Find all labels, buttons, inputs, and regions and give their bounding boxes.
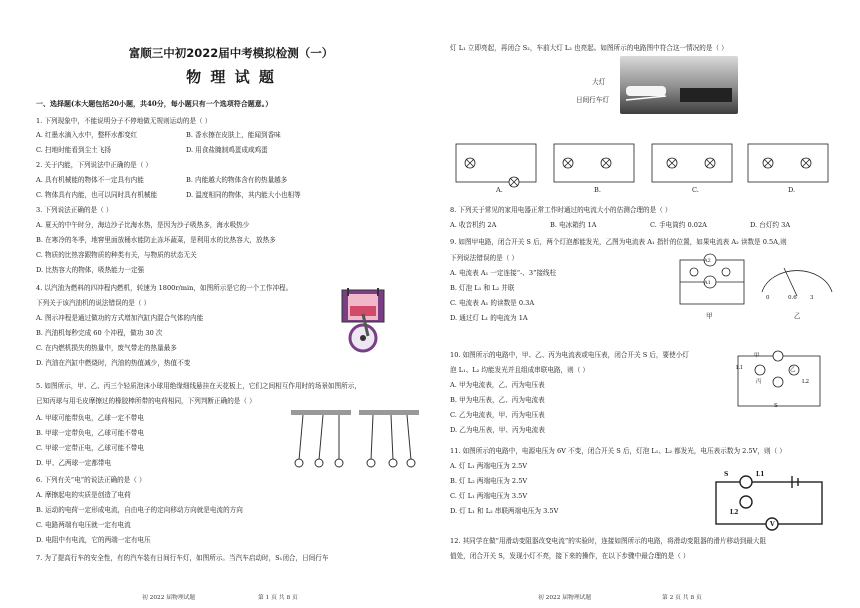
- q7-circuit-diagrams: [450, 136, 840, 194]
- right-line: A. 灯 L₁ 两端电压为 2.5V: [450, 462, 528, 470]
- q10-l2-label: L2: [802, 379, 810, 385]
- footer-right-page: 第 2 页 共 8 页: [662, 595, 702, 601]
- charged-balls-diagram: [289, 408, 421, 472]
- right-line: 11. 如图所示的电路中，电源电压为 6V 不变，闭合开关 S 后，灯泡 L₁、L₂ 都发光，电压表示数为 2.5V，则（ ）: [450, 447, 786, 455]
- q8-option-d: D. 台灯约 3A: [750, 221, 791, 229]
- q10-s-label: S: [774, 403, 778, 409]
- q7-option-c-label: C.: [692, 186, 699, 194]
- left-line: C. 物体具有内能，也可以同时具有机械能: [36, 191, 158, 199]
- q10-l1-label: L1: [736, 365, 744, 371]
- right-line: C. 电流表 A₁ 的读数是 0.3A: [450, 299, 535, 307]
- q9-jia-label: 甲: [706, 312, 713, 320]
- q10-jia-label: 甲: [754, 353, 760, 359]
- left-line: B. 汽油机每秒完成 60 个冲程，做功 30 次: [36, 329, 163, 337]
- right-line: 泡 L₁、L₂ 均能发光并且组成串联电路，则（ ）: [450, 366, 590, 374]
- q9-circuit-diagram: [676, 252, 748, 312]
- left-line: D. 用食盐腌制鸡蛋成咸鸡蛋: [186, 146, 268, 154]
- left-line: 2. 关于内能，下列说法中正确的是（ ）: [36, 161, 152, 169]
- left-line: B. 运动的电荷一定形成电流，自由电子的定向移动方向就是电流的方向: [36, 506, 243, 514]
- left-line: A. 具有机械能的物体不一定具有内能: [36, 176, 144, 184]
- left-line: D. 汽油在汽缸中燃烧时，汽油的热值减少，热值不变: [36, 359, 191, 367]
- q11-s-label: S: [724, 471, 729, 478]
- footer-left: 初 2022 届物理试题: [142, 595, 196, 601]
- left-line: 下列关于该汽油机的说法错误的是（ ）: [36, 299, 151, 307]
- q9-scale-0: 0: [766, 295, 770, 301]
- q7-option-d-label: D.: [788, 186, 796, 194]
- right-line: C. 灯 L₁ 两端电压为 3.5V: [450, 492, 528, 500]
- right-line: B. 灯 L₂ 两端电压为 2.5V: [450, 477, 528, 485]
- car-photo: [620, 56, 738, 114]
- q11-v-label: V: [770, 521, 775, 528]
- right-line: A. 甲为电流表，乙、丙为电压表: [450, 381, 545, 389]
- left-line: 已知丙球与用毛皮摩擦过的橡胶棒所带的电荷相同，下列判断正确的是（ ）: [36, 397, 256, 405]
- left-line: C. 甲球一定带正电，乙球可能不带电: [36, 444, 144, 452]
- right-line: 8. 下列关于常见的家用电器正常工作时通过的电流大小的估测合理的是（ ）: [450, 206, 672, 214]
- q9-yi-label: 乙: [794, 312, 801, 320]
- left-line: 1. 下列现象中，不能说明分子不停地做无规则运动的是（ ）: [36, 117, 212, 125]
- right-line: B. 甲为电压表，乙、丙为电流表: [450, 396, 545, 404]
- q11-l1-label: L1: [756, 471, 765, 478]
- left-line: B. 甲球一定带负电，乙球可能不带电: [36, 429, 144, 437]
- right-line: 灯 L₁ 立即亮起，再闭合 S₂，车前大灯 L₂ 也亮起。如图所示的电路图中符合这一情况的是（ ）: [450, 44, 728, 52]
- right-line: D. 灯 L₁ 和 L₂ 串联两端电压为 3.5V: [450, 507, 559, 515]
- left-line: D. 温度相同的物体，其内能大小也相等: [186, 191, 301, 199]
- left-line: D. 电阻中有电流，它的两端一定有电压: [36, 536, 151, 544]
- q8-option-a: A. 收音机约 2A: [450, 221, 497, 229]
- q11-l2-label: L2: [730, 509, 739, 516]
- left-line: B. 内能越大的物体含有的热量越多: [186, 176, 288, 184]
- left-line: C. 电路两端有电压就一定有电流: [36, 521, 131, 529]
- q10-bing-label: 丙: [756, 379, 762, 385]
- q9-scale-0-6: 0.6: [788, 295, 797, 301]
- left-line: C. 扫地时能看到尘土飞扬: [36, 146, 111, 154]
- right-line: C. 乙为电流表，甲、丙为电压表: [450, 411, 545, 419]
- left-line: B. 在寒冷的冬季，地窖里面放桶水能防止冻坏蔬菜，是利用水的比热容大，放热多: [36, 236, 276, 244]
- car-headlight-graphic: [620, 56, 738, 114]
- left-line: 6. 下列有关“电”的说法正确的是（ ）: [36, 476, 146, 484]
- left-line: A. 红墨水滴入水中，整杯水都变红: [36, 131, 138, 139]
- left-line: A. 甲球可能带负电，乙球一定不带电: [36, 414, 144, 422]
- right-line: 值处，闭合开关 S，发现小灯不亮，接下来的操作，在以下步骤中最合理的是（ ）: [450, 552, 690, 560]
- q10-yi-label: 乙: [790, 367, 796, 373]
- big-light-label: 大灯: [592, 78, 606, 86]
- left-line: D. 比热容大的物体，吸热能力一定强: [36, 266, 145, 274]
- right-column: [450, 0, 850, 608]
- left-line: A. 夏天的中午时分，海边沙子比海水热，是因为沙子吸热多，海水吸热少: [36, 221, 250, 229]
- right-line: B. 灯泡 L₁ 和 L₂ 并联: [450, 284, 515, 292]
- right-line: D. 乙为电压表，甲、丙为电流表: [450, 426, 545, 434]
- subject-title: 物 理 试 题: [186, 68, 276, 86]
- footer-right: 初 2022 届物理试题: [538, 595, 592, 601]
- left-line: C. 在内燃机损失的热量中，废气带走的热量最多: [36, 344, 177, 352]
- q9-a1-label: A1: [704, 280, 711, 286]
- left-line: 7. 为了提高行车的安全性，有的汽车装有日间行车灯，如图所示。当汽车启动时，S₁闭合，日间行车: [36, 554, 329, 562]
- right-line: 下列说法错误的是（ ）: [450, 254, 519, 262]
- left-column: [36, 0, 426, 608]
- q7-option-b-label: B.: [594, 186, 601, 194]
- day-light-label: 日间行车灯: [576, 96, 609, 104]
- q8-option-b: B. 电冰箱约 1A: [550, 221, 597, 229]
- school-title: 富顺三中初2022届中考模拟检测（一）: [128, 46, 334, 60]
- right-line: D. 通过灯 L₁ 的电流为 1A: [450, 314, 528, 322]
- left-line: A. 摩擦起电的实质是创造了电荷: [36, 491, 131, 499]
- left-line: 3. 下列说法正确的是（ ）: [36, 206, 113, 214]
- right-line: 12. 其同学在做“用滑动变阻器改变电流”的实验时，连接如图所示的电路，将滑动变阻器的滑片移动到最大阻: [450, 537, 767, 545]
- engine-diagram: [332, 284, 394, 354]
- section-heading: 一、选择题(本大题包括20小题，共40分，每小题只有一个选项符合题意。）: [36, 99, 273, 108]
- left-line: B. 香水擦在皮肤上，能闻到香味: [186, 131, 281, 139]
- q9-scale-3: 3: [810, 295, 814, 301]
- q9-a2-label: A2: [704, 258, 711, 264]
- right-line: A. 电流表 A₁ 一定连接“-、3”接线柱: [450, 269, 557, 277]
- right-line: 9. 如图甲电路，闭合开关 S 后，两个灯泡都能发光，乙图为电流表 A₁ 指针的位置，如果电流表 A₂ 读数是 0.5A,则: [450, 238, 787, 246]
- left-line: 5. 如图所示，甲、乙、丙三个轻质泡沫小球用绝缘细线悬挂在天花板上，它们之间相互作用时的场景如图所示，: [36, 382, 361, 390]
- left-line: A. 图示冲程是通过做功的方式增加汽缸内混合气体的内能: [36, 314, 204, 322]
- footer-left-page: 第 1 页 共 8 页: [258, 595, 298, 601]
- q7-option-a-label: A.: [496, 186, 503, 194]
- q10-circuit-diagram: [730, 350, 830, 412]
- left-line: C. 物质的比热容跟物质的种类有关，与物质的状态无关: [36, 251, 197, 259]
- left-line: D. 甲、乙两球一定都带电: [36, 459, 112, 467]
- right-line: 10. 如图所示的电路中，甲、乙、丙为电流表或电压表，闭合开关 S 后，要使小灯: [450, 351, 689, 359]
- q8-option-c: C. 手电筒约 0.02A: [650, 221, 707, 229]
- left-line: 4. 以汽油为燃料的四冲程内燃机，转速为 1800r/min，如图所示是它的一个工作冲程。: [36, 284, 293, 292]
